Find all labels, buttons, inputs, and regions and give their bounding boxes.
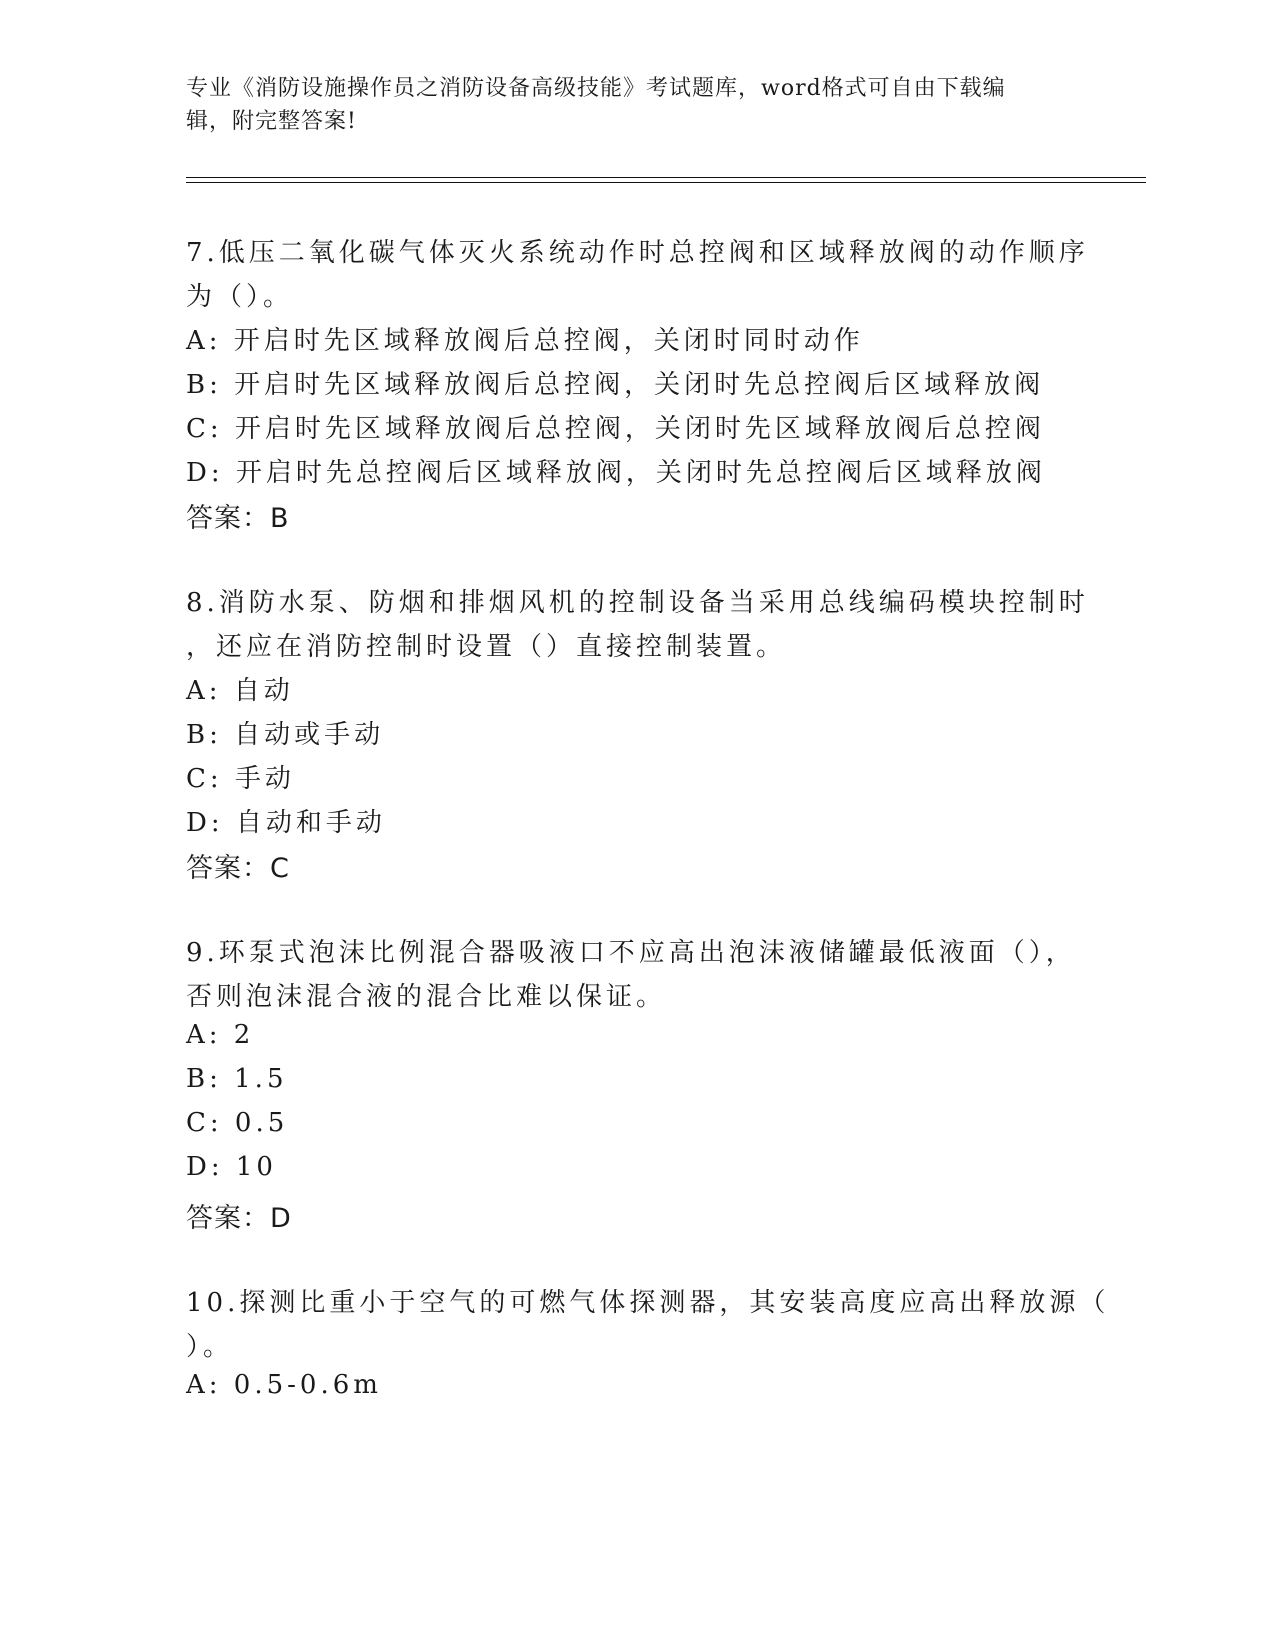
question-7-text-line-1: 7.低压二氧化碳气体灭火系统动作时总控阀和区域释放阀的动作顺序 <box>186 238 1089 268</box>
question-9-option-b: B: 1.5 <box>186 1064 288 1094</box>
question-7-option-d: D: 开启时先总控阀后区域释放阀，关闭时先总控阀后区域释放阀 <box>186 458 1046 488</box>
document-header <box>186 72 1066 138</box>
question-7-option-a: A: 开启时先区域释放阀后总控阀，关闭时同时动作 <box>186 326 864 356</box>
question-8-option-c: C: 手动 <box>186 764 295 794</box>
question-7-option-b: B: 开启时先区域释放阀后总控阀，关闭时先总控阀后区域释放阀 <box>186 370 1045 400</box>
question-8-text-line-1: 8.消防水泵、防烟和排烟风机的控制设备当采用总线编码模块控制时 <box>186 588 1089 618</box>
header-line-2: 辑，附完整答案! <box>186 109 357 134</box>
header-line-1: 专业《消防设施操作员之消防设备高级技能》考试题库，word格式可自由下载编 <box>186 76 1006 101</box>
question-7-option-c: C: 开启时先区域释放阀后总控阀，关闭时先区域释放阀后总控阀 <box>186 414 1045 444</box>
question-9-option-c: C: 0.5 <box>186 1108 289 1138</box>
question-10-option-a: A: 0.5-0.6m <box>186 1370 382 1400</box>
question-9-option-a: A: 2 <box>186 1020 255 1050</box>
question-7-text-line-2: 为（）。 <box>186 282 294 312</box>
question-10-text-line-1: 10.探测比重小于空气的可燃气体探测器，其安装高度应高出释放源（ <box>186 1288 1110 1318</box>
header-divider-top <box>186 177 1146 178</box>
question-9-text-line-1: 9.环泵式泡沫比例混合器吸液口不应高出泡沫液储罐最低液面（）， <box>186 938 1076 968</box>
question-8-option-b: B: 自动或手动 <box>186 720 385 750</box>
question-8-text-line-2: ，还应在消防控制时设置（）直接控制装置。 <box>186 632 787 662</box>
question-8-answer: 答案：C <box>186 853 290 884</box>
question-8-option-a: A: 自动 <box>186 676 294 706</box>
question-8-option-d: D: 自动和手动 <box>186 808 386 838</box>
question-9-option-d: D: 10 <box>186 1152 277 1182</box>
question-9-text-line-2: 否则泡沫混合液的混合比难以保证。 <box>186 982 667 1012</box>
question-7-answer: 答案：B <box>186 503 290 534</box>
question-9-answer: 答案：D <box>186 1203 292 1234</box>
header-divider-bottom <box>186 182 1146 183</box>
question-10-text-line-2: ）。 <box>186 1332 234 1362</box>
